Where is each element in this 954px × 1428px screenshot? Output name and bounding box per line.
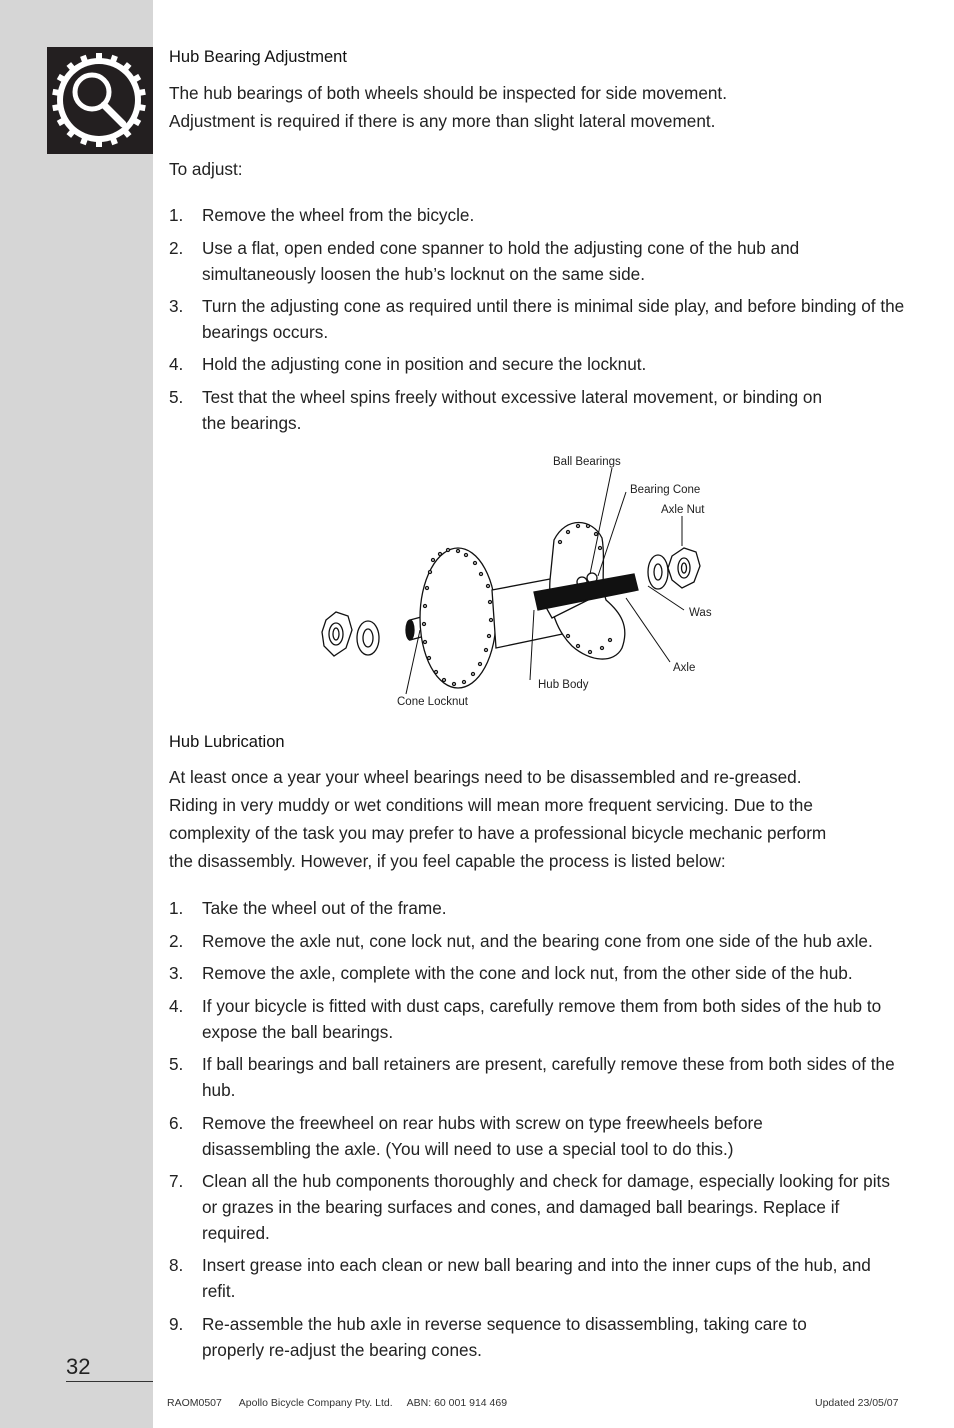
intro-line-1: The hub bearings of both wheels should be inspected for side movement. xyxy=(169,83,727,103)
list-text: Hold the adjusting cone in position and secure the locknut. xyxy=(202,354,647,374)
left-margin-bar xyxy=(0,0,153,1428)
list-text: Re-assemble the hub axle in reverse sequence to disassembling, taking care to properly re-adjust the bearing cones. xyxy=(202,1314,807,1360)
section-title-hub-bearing-adjustment: Hub Bearing Adjustment xyxy=(169,48,347,66)
list-number: 5. xyxy=(169,387,184,407)
list-number: 6. xyxy=(169,1113,184,1133)
list-number: 2. xyxy=(169,931,184,951)
magnifier-gear-icon xyxy=(47,47,153,154)
list-text: Use a flat, open ended cone spanner to hold the adjusting cone of the hub and simultaneously loosen the hub’s locknut on the same side. xyxy=(202,238,800,284)
list-number: 5. xyxy=(169,1054,184,1074)
footer-company-info: RAOM0507 Apollo Bicycle Company Pty. Ltd. ABN: 60 001 914 469 xyxy=(167,1397,508,1409)
list-number: 3. xyxy=(169,296,184,316)
list-text: Test that the wheel spins freely without excessive lateral movement, or binding on the bearings. xyxy=(202,387,823,433)
list-text: Clean all the hub components thoroughly and check for damage, especially looking for pits or grazes in the bearing surfaces and cones, and damaged ball bearings. Replace if required. xyxy=(202,1171,890,1243)
list-number: 4. xyxy=(169,996,184,1016)
list-text: Turn the adjusting cone as required until there is minimal side play, and before binding of the bearings occurs. xyxy=(202,296,905,342)
lubrication-intro-line: Riding in very muddy or wet conditions will mean more frequent servicing. Due to the xyxy=(169,795,813,815)
list-text: Take the wheel out of the frame. xyxy=(202,898,447,918)
hub-exploded-diagram xyxy=(320,450,720,720)
list-text: Insert grease into each clean or new ball bearing and into the inner cups of the hub, and refit. xyxy=(202,1255,871,1301)
page-number-rule xyxy=(66,1381,153,1382)
label-ball-bearings: Ball Bearings xyxy=(553,456,621,468)
label-axle: Axle xyxy=(673,662,696,674)
list-text: If ball bearings and ball retainers are present, carefully remove these from both sides of the hub. xyxy=(202,1054,895,1100)
list-text: Remove the wheel from the bicycle. xyxy=(202,205,475,225)
list-text: Remove the freewheel on rear hubs with screw on type freewheels before disassembling the axle. (You will need to use a special tool to do this.) xyxy=(202,1113,763,1159)
list-text: If your bicycle is fitted with dust caps, carefully remove them from both sides of the hub to expose the ball bearings. xyxy=(202,996,882,1042)
lubrication-intro-line: the disassembly. However, if you feel capable the process is listed below: xyxy=(169,851,726,871)
section-title-hub-lubrication: Hub Lubrication xyxy=(169,733,285,751)
lubrication-intro-line: At least once a year your wheel bearings need to be disassembled and re-greased. xyxy=(169,767,802,787)
label-bearing-cone: Bearing Cone xyxy=(630,484,701,496)
lubrication-intro-line: complexity of the task you may prefer to have a professional bicycle mechanic perform xyxy=(169,823,827,843)
list-number: 9. xyxy=(169,1314,184,1334)
list-number: 8. xyxy=(169,1255,184,1275)
list-number: 1. xyxy=(169,205,184,225)
label-cone-locknut: Cone Locknut xyxy=(397,696,468,708)
list-text: Remove the axle nut, cone lock nut, and the bearing cone from one side of the hub axle. xyxy=(202,931,873,951)
list-number: 2. xyxy=(169,238,184,258)
intro-line-2: Adjustment is required if there is any more than slight lateral movement. xyxy=(169,111,716,131)
list-number: 3. xyxy=(169,963,184,983)
footer-updated-date: Updated 23/05/07 xyxy=(815,1397,899,1409)
to-adjust-label: To adjust: xyxy=(169,159,243,179)
page-number: 32 xyxy=(66,1354,91,1379)
list-number: 7. xyxy=(169,1171,184,1191)
list-number: 4. xyxy=(169,354,184,374)
label-washer: Was xyxy=(689,607,712,619)
label-axle-nut: Axle Nut xyxy=(661,504,705,516)
list-number: 1. xyxy=(169,898,184,918)
label-hub-body: Hub Body xyxy=(538,679,589,691)
list-text: Remove the axle, complete with the cone and lock nut, from the other side of the hub. xyxy=(202,963,853,983)
